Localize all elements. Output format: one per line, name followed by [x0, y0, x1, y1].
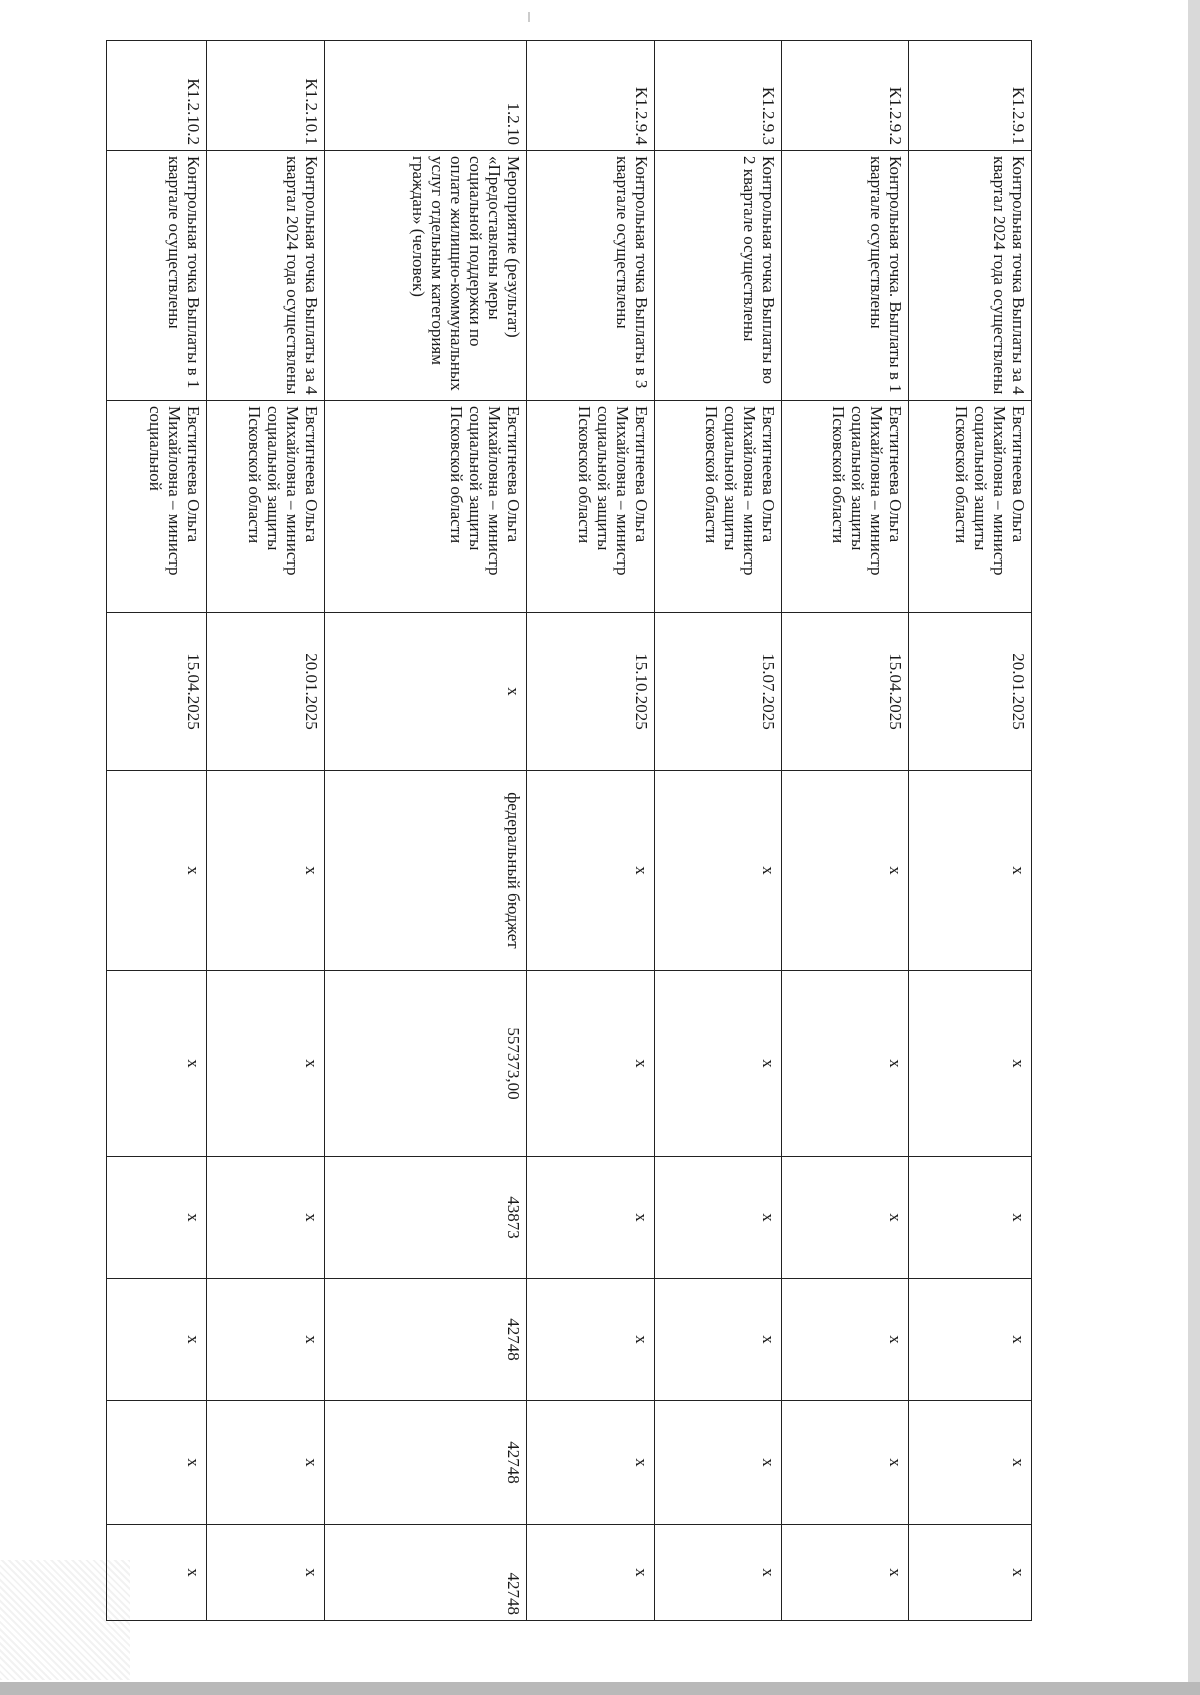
- row-date: х: [325, 613, 527, 771]
- row-value: х: [782, 1525, 909, 1621]
- row-code: К1.2.9.4: [527, 41, 655, 151]
- row-value: 43873: [325, 1157, 527, 1279]
- row-date: 15.07.2025: [655, 613, 782, 771]
- row-value: 42748: [325, 1525, 527, 1621]
- row-value: х: [107, 1401, 207, 1525]
- row-source: х: [527, 771, 655, 971]
- row-source: х: [782, 771, 909, 971]
- scan-mark: [528, 12, 530, 22]
- row-value: х: [527, 1279, 655, 1401]
- row-source: х: [655, 771, 782, 971]
- row-value: х: [527, 971, 655, 1157]
- row-value: х: [207, 1279, 325, 1401]
- row-value: х: [655, 1525, 782, 1621]
- row-responsible: Евстигнеева Ольга Михайловна – министр социальной защиты Псковской области: [655, 401, 782, 613]
- row-source: федеральный бюджет: [325, 771, 527, 971]
- row-title: Контрольная точка Выплаты во 2 квартале осуществлены: [655, 151, 782, 401]
- row-value: х: [909, 1157, 1032, 1279]
- row-source: х: [909, 771, 1032, 971]
- row-date: 15.10.2025: [527, 613, 655, 771]
- plan-table: [106, 40, 1032, 1621]
- row-responsible: Евстигнеева Ольга Михайловна – министр социальной защиты Псковской области: [527, 401, 655, 613]
- row-date: 15.04.2025: [782, 613, 909, 771]
- table-row: [325, 41, 527, 1621]
- row-title: Контрольная точка Выплаты за 4 квартал 2024 года осуществлены: [909, 151, 1032, 401]
- row-title: Контрольная точка Выплаты за 4 квартал 2024 года осуществлены: [207, 151, 325, 401]
- row-value: х: [527, 1525, 655, 1621]
- row-date: 20.01.2025: [909, 613, 1032, 771]
- table-row: [782, 41, 909, 1621]
- row-value: х: [207, 1525, 325, 1621]
- row-value: х: [655, 971, 782, 1157]
- row-date: 15.04.2025: [107, 613, 207, 771]
- row-value: х: [909, 1279, 1032, 1401]
- scan-edge: [1188, 0, 1200, 1695]
- row-code: К1.2.10.2: [107, 41, 207, 151]
- row-responsible: Евстигнеева Ольга Михайловна – министр социальной защиты Псковской области: [207, 401, 325, 613]
- rotated-table-page: [107, 40, 1032, 1620]
- row-responsible: Евстигнеева Ольга Михайловна – министр социальной защиты Псковской области: [325, 401, 527, 613]
- row-value: х: [782, 971, 909, 1157]
- row-title: Контрольная точка Выплаты в 3 квартале осуществлены: [527, 151, 655, 401]
- row-title: Контрольная точка. Выплаты в 1 квартале осуществлены: [782, 151, 909, 401]
- row-value: х: [782, 1401, 909, 1525]
- row-responsible: Евстигнеева Ольга Михайловна – министр социальной: [107, 401, 207, 613]
- row-responsible: Евстигнеева Ольга Михайловна – министр социальной защиты Псковской области: [782, 401, 909, 613]
- row-value: х: [207, 1401, 325, 1525]
- row-code: К1.2.9.2: [782, 41, 909, 151]
- row-value: х: [527, 1157, 655, 1279]
- row-value: 42748: [325, 1401, 527, 1525]
- row-value: 42748: [325, 1279, 527, 1401]
- row-value: х: [207, 971, 325, 1157]
- table-row: [107, 41, 207, 1621]
- row-value: х: [655, 1157, 782, 1279]
- row-value: х: [527, 1401, 655, 1525]
- row-value: х: [782, 1279, 909, 1401]
- row-value: х: [107, 971, 207, 1157]
- row-value: х: [909, 1525, 1032, 1621]
- row-title: Мероприятие (результат) «Предоставлены меры социальной поддержки по оплате жилищно-коммунальных услуг отдельным категориям граждан» (человек): [325, 151, 527, 401]
- row-value: х: [107, 1525, 207, 1621]
- table-row: [207, 41, 325, 1621]
- row-value: х: [107, 1279, 207, 1401]
- row-value: х: [207, 1157, 325, 1279]
- row-date: 20.01.2025: [207, 613, 325, 771]
- row-title: Контрольная точка Выплаты в 1 квартале осуществлены: [107, 151, 207, 401]
- row-value: х: [655, 1401, 782, 1525]
- table-row: [655, 41, 782, 1621]
- row-value: х: [782, 1157, 909, 1279]
- row-source: х: [107, 771, 207, 971]
- row-code: К1.2.9.3: [655, 41, 782, 151]
- row-code: 1.2.10: [325, 41, 527, 151]
- row-value: 557373,00: [325, 971, 527, 1157]
- table-row: [527, 41, 655, 1621]
- row-responsible: Евстигнеева Ольга Михайловна – министр социальной защиты Псковской области: [909, 401, 1032, 613]
- row-code: К1.2.9.1: [909, 41, 1032, 151]
- row-value: х: [107, 1157, 207, 1279]
- row-code: К1.2.10.1: [207, 41, 325, 151]
- row-source: х: [207, 771, 325, 971]
- row-value: х: [909, 1401, 1032, 1525]
- table-row: [909, 41, 1032, 1621]
- row-value: х: [909, 971, 1032, 1157]
- row-value: х: [655, 1279, 782, 1401]
- scan-edge: [0, 1682, 1200, 1695]
